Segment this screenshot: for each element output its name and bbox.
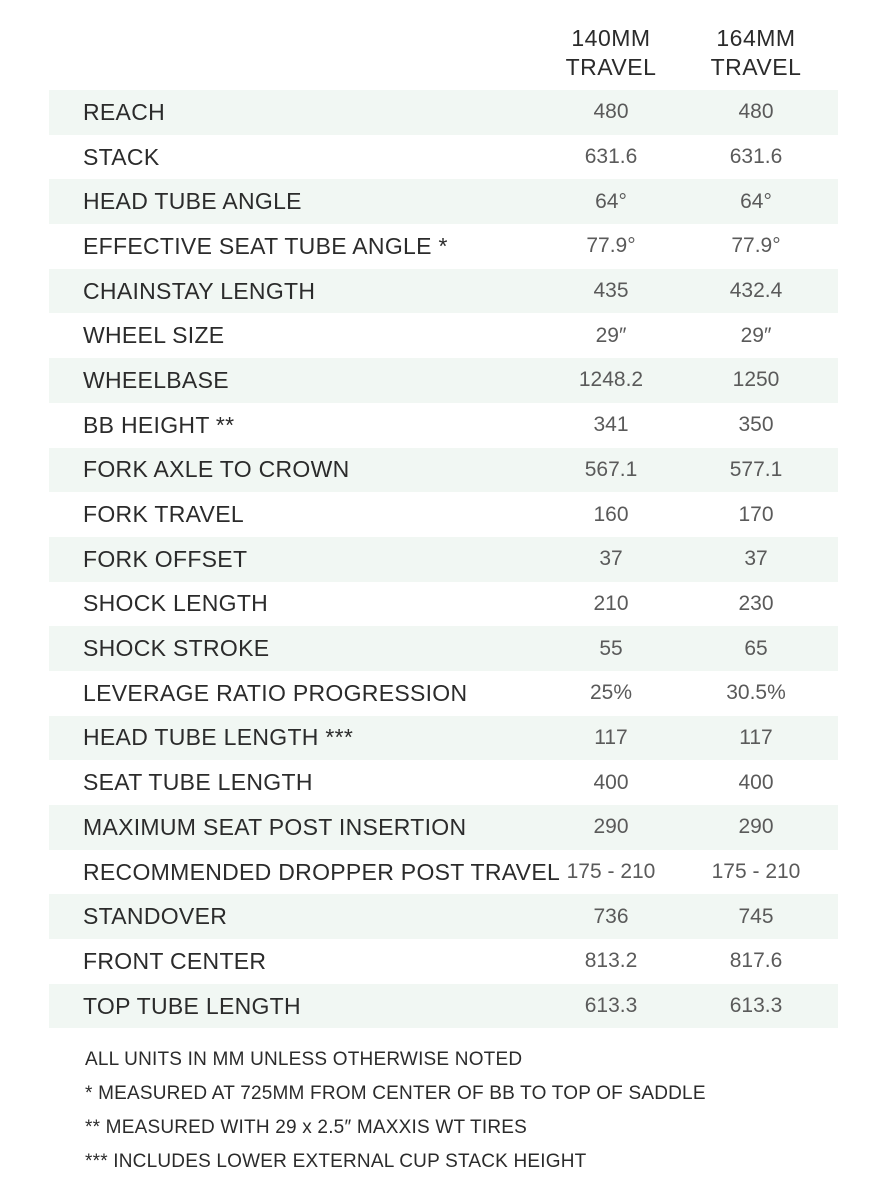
value-164mm: 175 - 210 [711,860,801,884]
value-164mm: 480 [738,100,774,124]
value-164mm: 577.1 [729,457,783,481]
table-row [49,716,838,761]
value-140mm: 631.6 [584,145,638,169]
row-label: EFFECTIVE SEAT TUBE ANGLE * [83,232,448,259]
table-row [49,894,838,939]
value-164mm: 613.3 [729,994,783,1018]
value-164mm: 745 [738,904,774,928]
value-164mm: 1250 [732,368,780,392]
table-row [49,850,838,895]
value-140mm: 613.3 [584,994,638,1018]
row-label: CHAINSTAY LENGTH [83,277,316,304]
table-row [49,537,838,582]
footnotes [85,1043,845,1179]
row-label: REACH [83,98,166,125]
footnote-head-tube-length: *** INCLUDES LOWER EXTERNAL CUP STACK HEIGHT [85,1151,587,1172]
value-140mm: 290 [593,815,629,839]
value-164mm: 30.5% [726,681,786,705]
geometry-table [49,90,838,1028]
value-140mm: 64° [595,189,627,213]
row-label: BB HEIGHT ** [83,411,235,438]
value-164mm: 817.6 [729,949,783,973]
column-header-140mm-line2: TRAVEL [565,54,657,80]
table-row [49,448,838,493]
row-label: STACK [83,143,160,170]
table-row [49,90,838,135]
value-164mm: 290 [738,815,774,839]
value-140mm: 736 [593,904,629,928]
value-164mm: 37 [744,547,768,571]
table-row [49,269,838,314]
table-row [49,313,838,358]
value-164mm: 432.4 [729,279,783,303]
row-label: SEAT TUBE LENGTH [83,769,313,796]
value-140mm: 29″ [595,323,627,347]
geometry-table-header [0,24,889,86]
value-140mm: 175 - 210 [566,860,656,884]
value-140mm: 813.2 [584,949,638,973]
table-row [49,403,838,448]
column-header-164mm-line1: 164MM [716,25,796,51]
value-140mm: 1248.2 [578,368,644,392]
value-140mm: 435 [593,279,629,303]
table-row [49,984,838,1029]
value-164mm: 65 [744,636,768,660]
row-label: FORK OFFSET [83,545,248,572]
row-label: STANDOVER [83,903,228,930]
value-164mm: 64° [740,189,772,213]
row-label: TOP TUBE LENGTH [83,992,301,1019]
value-140mm: 480 [593,100,629,124]
value-164mm: 350 [738,413,774,437]
value-140mm: 25% [589,681,633,705]
row-label: FORK AXLE TO CROWN [83,456,350,483]
value-140mm: 117 [594,725,628,749]
row-label: RECOMMENDED DROPPER POST TRAVEL [83,858,561,885]
row-label: SHOCK STROKE [83,635,270,662]
table-row [49,626,838,671]
column-header-164mm-line2: TRAVEL [710,54,802,80]
value-140mm: 567.1 [584,457,638,481]
row-label: MAXIMUM SEAT POST INSERTION [83,813,467,840]
table-row [49,224,838,269]
column-header-140mm-line1: 140MM [571,25,651,51]
row-label: FRONT CENTER [83,947,267,974]
table-row [49,805,838,850]
row-label: HEAD TUBE LENGTH *** [83,724,354,751]
value-140mm: 160 [593,502,629,526]
footnote-bb-height: ** MEASURED WITH 29 x 2.5″ MAXXIS WT TIRES [85,1117,528,1138]
row-label: LEVERAGE RATIO PROGRESSION [83,679,468,706]
value-164mm: 170 [738,502,774,526]
value-164mm: 631.6 [729,145,783,169]
table-row [49,582,838,627]
value-164mm: 77.9° [731,234,781,258]
row-label: WHEELBASE [83,366,229,393]
column-header-140mm [541,24,681,82]
value-140mm: 400 [593,770,629,794]
row-label: SHOCK LENGTH [83,590,269,617]
value-140mm: 77.9° [586,234,636,258]
table-row [49,135,838,180]
table-row [49,358,838,403]
value-140mm: 55 [599,636,623,660]
table-row [49,939,838,984]
row-label: FORK TRAVEL [83,501,244,528]
row-label: WHEEL SIZE [83,322,225,349]
value-164mm: 230 [738,591,774,615]
table-row [49,492,838,537]
column-header-164mm [686,24,826,82]
value-140mm: 210 [593,591,629,615]
table-row [49,179,838,224]
footnote-units: ALL UNITS IN MM UNLESS OTHERWISE NOTED [85,1049,523,1070]
row-label: HEAD TUBE ANGLE [83,188,302,215]
value-164mm: 29″ [740,323,772,347]
table-row [49,760,838,805]
table-row [49,671,838,716]
value-140mm: 37 [599,547,623,571]
footnote-seat-tube-angle: * MEASURED AT 725MM FROM CENTER OF BB TO TOP OF SADDLE [85,1083,706,1104]
value-164mm: 400 [738,770,774,794]
value-164mm: 117 [739,725,773,749]
value-140mm: 341 [593,413,629,437]
